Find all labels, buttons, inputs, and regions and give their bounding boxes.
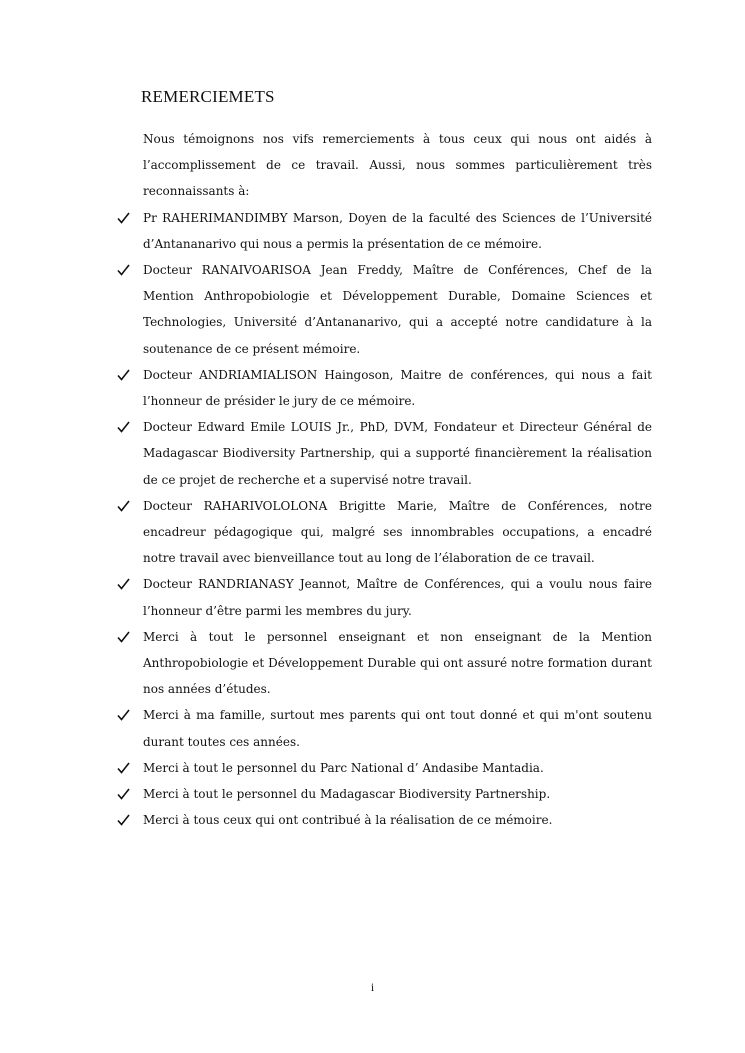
list-item-text: Merci à tout le personnel enseignant et non enseignant de la Mention Anthropobiologie et Développement Durable qui ont assuré notre formation durant nos années d’études. xyxy=(143,629,652,697)
list-item-text: Docteur Edward Emile LOUIS Jr., PhD, DVM, Fondateur et Directeur Général de Madagascar Biodiversity Partnership, qui a supporté financièrement la réalisation de ce projet de recherche et a supervisé notre travail. xyxy=(143,420,652,487)
list-item-text: Pr RAHERIMANDIMBY Marson, Doyen de la faculté des Sciences de l’Université d’Antananarivo qui nous a permis la présentation de ce mémoire. xyxy=(143,210,652,251)
checkmark-icon xyxy=(117,362,131,388)
list-item-text: Merci à tous ceux qui ont contribué à la réalisation de ce mémoire. xyxy=(143,813,553,828)
page-title: REMERCIEMETS xyxy=(141,87,275,106)
list-item-text: Docteur RANAIVOARISOA Jean Freddy, Maître de Conférences, Chef de la Mention Anthropobiologie et Développement Durable, Domaine Sciences et Technologies, Université d’Antananarivo, qui a accepté notre candidature à la soutenance de ce présent mémoire. xyxy=(143,263,652,356)
intro-paragraph: Nous témoignons nos vifs remerciements à tous ceux qui nous ont aidés à l’accomplissement de ce travail. Aussi, nous sommes particulièrement très reconnaissants à: xyxy=(143,132,652,199)
checkmark-icon xyxy=(117,624,131,650)
checkmark-icon xyxy=(117,755,131,781)
checkmark-icon xyxy=(117,257,131,283)
list-item-text: Docteur RAHARIVOLOLONA Brigitte Marie, Maître de Conférences, notre encadreur pédagogique qui, malgré ses innombrables occupations, a encadré notre travail avec bienveillance tout au long de l’élaboration de ce travail. xyxy=(143,498,652,566)
list-item xyxy=(143,755,652,781)
list-item-text: Merci à tout le personnel du Parc National d’ Andasibe Mantadia. xyxy=(143,760,544,775)
list-item xyxy=(143,624,652,703)
checkmark-icon xyxy=(117,702,131,728)
list-item xyxy=(143,493,652,572)
checkmark-icon xyxy=(117,807,131,833)
list-item xyxy=(143,414,652,493)
checkmark-icon xyxy=(117,414,131,440)
list-item xyxy=(143,205,652,257)
list-item xyxy=(143,257,652,362)
checkmark-icon xyxy=(117,493,131,519)
list-item xyxy=(143,807,652,833)
list-item xyxy=(143,702,652,754)
list-item-text: Docteur ANDRIAMIALISON Haingoson, Maitre de conférences, qui nous a fait l’honneur de présider le jury de ce mémoire. xyxy=(143,367,652,409)
list-item-text: Docteur RANDRIANASY Jeannot, Maître de Conférences, qui a voulu nous faire l’honneur d’être parmi les membres du jury. xyxy=(143,577,652,618)
page-number: i xyxy=(370,980,375,994)
list-item xyxy=(143,571,652,623)
list-item xyxy=(143,781,652,807)
checkmark-icon xyxy=(117,205,131,231)
checkmark-icon xyxy=(117,781,131,807)
list-item-text: Merci à tout le personnel du Madagascar Biodiversity Partnership. xyxy=(143,787,551,802)
document-body xyxy=(143,126,652,833)
list-item xyxy=(143,362,652,414)
list-item-text: Merci à ma famille, surtout mes parents qui ont tout donné et qui m'ont soutenu durant toutes ces années. xyxy=(143,708,652,749)
acknowledgements-list xyxy=(143,205,652,834)
checkmark-icon xyxy=(117,571,131,597)
